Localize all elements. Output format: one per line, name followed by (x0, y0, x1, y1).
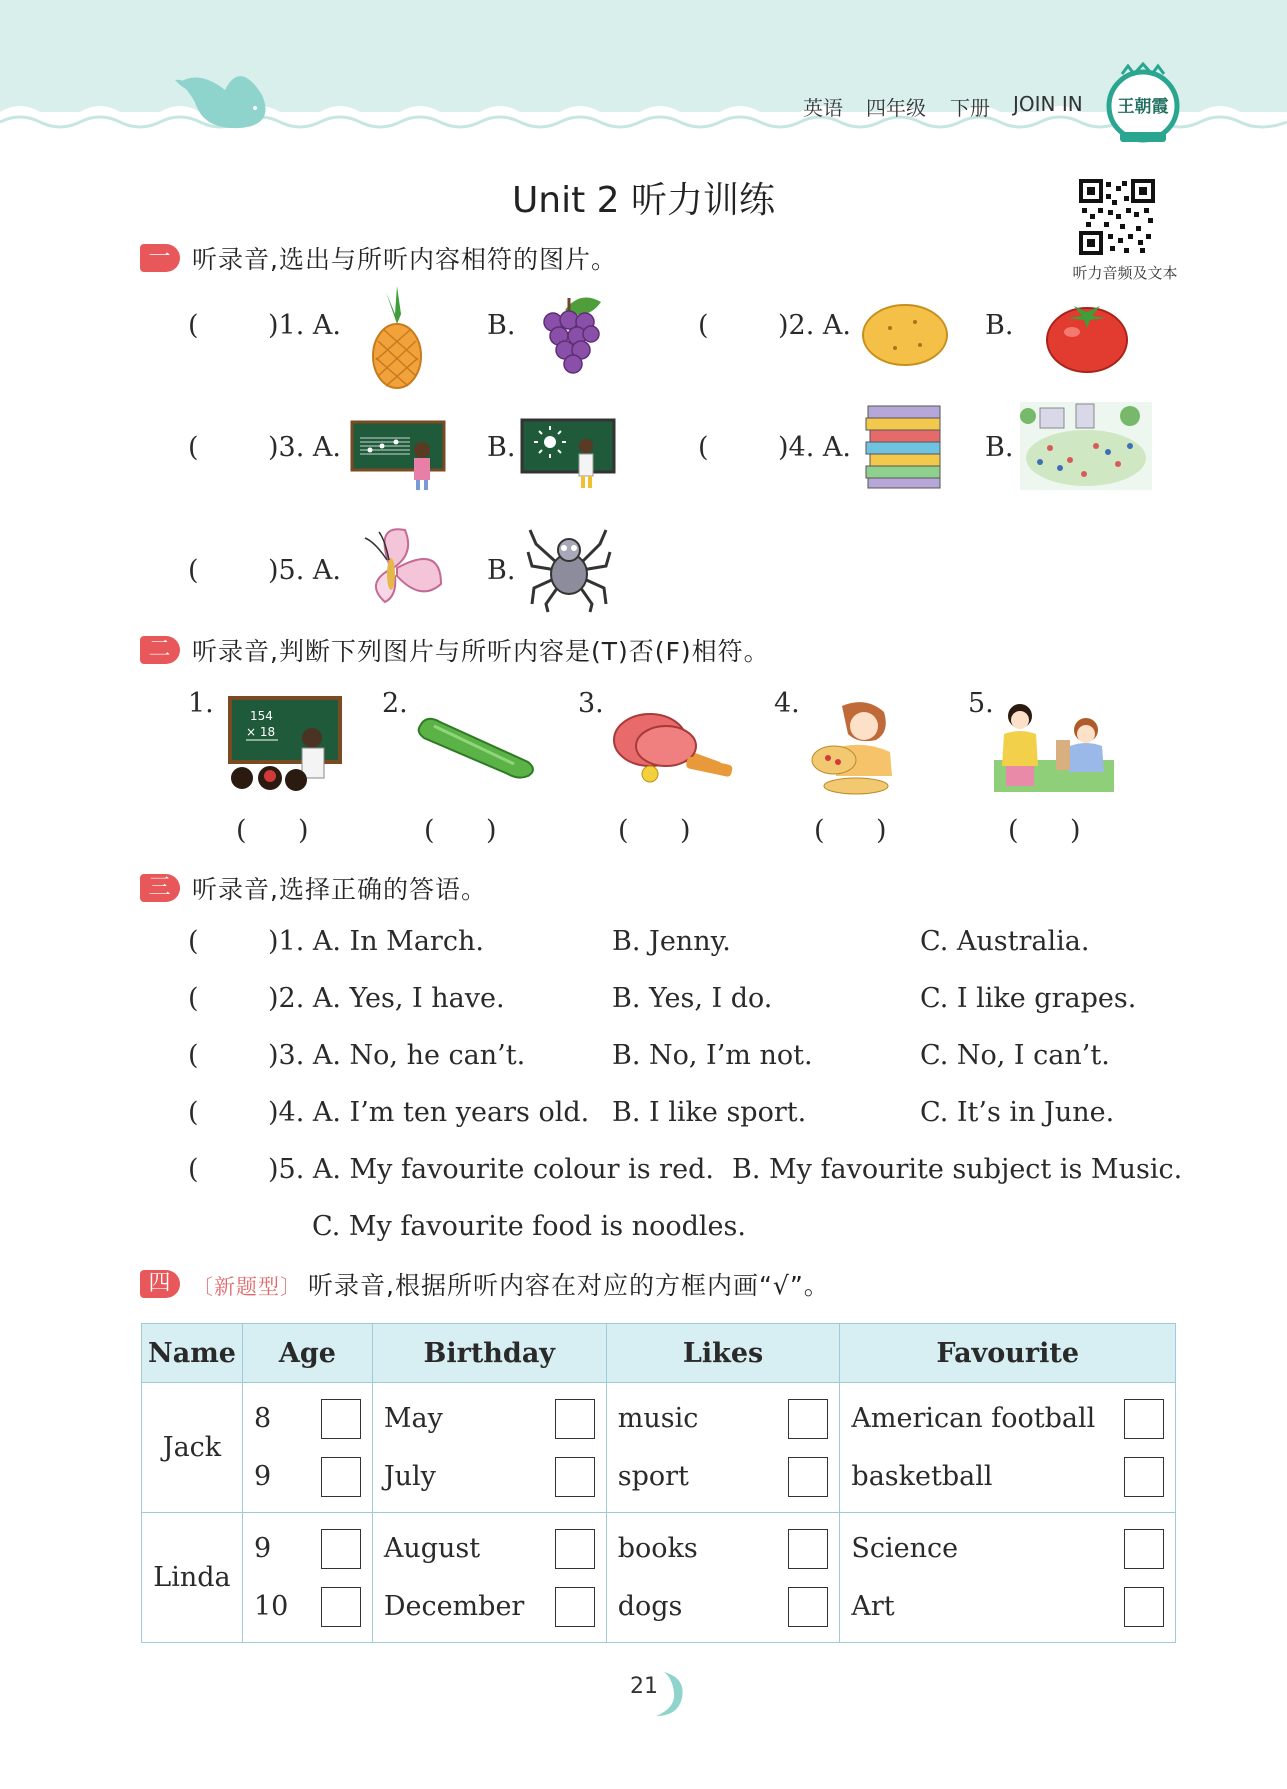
girls-talking-icon (994, 700, 1114, 792)
s3-q4-b: B. I like sport. (612, 1097, 807, 1128)
option-label: 10 (253, 1591, 289, 1622)
check-box[interactable] (555, 1529, 595, 1569)
answer-table (141, 1323, 1176, 1643)
s3-q1-c: C. Australia. (920, 926, 1090, 957)
option-label: dogs (617, 1591, 683, 1622)
section4-instruction: 听录音,根据所听内容在对应的方框内画“√”。 (308, 1271, 830, 1300)
option-label: 9 (253, 1461, 272, 1492)
check-box[interactable] (788, 1587, 828, 1627)
answer-paren[interactable]: ( (188, 432, 199, 463)
check-box[interactable] (321, 1399, 361, 1439)
s1-q2-b: B. (985, 310, 1014, 341)
section3-heading (140, 870, 487, 906)
answer-paren[interactable]: ( ) (618, 815, 691, 846)
brand-name: 王朝霞 (1117, 97, 1169, 117)
option-label: Science (851, 1533, 959, 1564)
music-class-icon (350, 418, 446, 492)
check-box[interactable] (555, 1457, 595, 1497)
s3-q4-c: C. It’s in June. (920, 1097, 1115, 1128)
section2-badge: 二 (140, 636, 180, 664)
s2-item3-number: 3. (578, 688, 604, 719)
check-box[interactable] (321, 1529, 361, 1569)
header-edition: JOIN IN (1013, 92, 1083, 116)
option-label: sport (617, 1461, 689, 1492)
answer-paren[interactable]: ( (188, 983, 199, 1014)
favourite-cell (840, 1383, 1176, 1513)
answer-paren[interactable]: ( ) (424, 815, 497, 846)
option-label: December (383, 1591, 525, 1622)
section3-instruction: 听录音,选择正确的答语。 (192, 875, 487, 904)
answer-paren[interactable]: ( (698, 310, 709, 341)
check-box[interactable] (788, 1399, 828, 1439)
qr-code-icon (1078, 178, 1156, 256)
birthday-cell (372, 1513, 606, 1643)
s3-q5-b: B. My favourite subject is Music. (732, 1154, 1183, 1185)
maths-class-icon (226, 696, 344, 792)
tomato-icon (1044, 298, 1130, 374)
s3-q5-c: C. My favourite food is noodles. (312, 1211, 746, 1242)
section4-heading (140, 1266, 830, 1302)
row-name-jack: Jack (142, 1383, 243, 1513)
s1-q3-b: B. (487, 432, 516, 463)
col-header-age: Age (242, 1324, 372, 1383)
s3-q2-a: )2. A. Yes, I have. (268, 983, 505, 1014)
s2-item1-number: 1. (188, 688, 214, 719)
header-volume: 下册 (950, 96, 990, 120)
likes-cell (606, 1383, 840, 1513)
spider-icon (526, 522, 612, 614)
section1-badge: 一 (140, 244, 180, 272)
option-label: music (617, 1403, 699, 1434)
option-label: books (617, 1533, 698, 1564)
age-cell (242, 1383, 372, 1513)
brand-logo (1104, 62, 1182, 148)
s1-q4-b: B. (985, 432, 1014, 463)
check-box[interactable] (1124, 1587, 1164, 1627)
answer-paren[interactable]: ( (188, 1040, 199, 1071)
qr-caption: 听力音频及文本 (1072, 264, 1178, 282)
s1-q3-number: )3. A. (268, 432, 341, 463)
check-box[interactable] (321, 1587, 361, 1627)
answer-paren[interactable]: ( ) (1008, 815, 1081, 846)
cucumber-icon (414, 710, 538, 780)
science-class-icon (520, 416, 616, 492)
s1-q5-b: B. (487, 555, 516, 586)
grapes-icon (535, 290, 605, 380)
s3-q3-c: C. No, I can’t. (920, 1040, 1110, 1071)
s3-q5-a: )5. A. My favourite colour is red. (268, 1154, 714, 1185)
check-box[interactable] (321, 1457, 361, 1497)
answer-paren[interactable]: ( (698, 432, 709, 463)
section2-heading (140, 632, 770, 668)
s2-item5-number: 5. (968, 688, 994, 719)
s3-q2-c: C. I like grapes. (920, 983, 1137, 1014)
option-label: August (383, 1533, 481, 1564)
header-grade: 四年级 (866, 96, 926, 120)
s3-q2-b: B. Yes, I do. (612, 983, 773, 1014)
check-box[interactable] (1124, 1399, 1164, 1439)
option-label: American football (851, 1403, 1096, 1434)
answer-paren[interactable]: ( (188, 926, 199, 957)
option-label: May (383, 1403, 443, 1434)
col-header-birthday: Birthday (372, 1324, 606, 1383)
s3-q3-a: )3. A. No, he can’t. (268, 1040, 526, 1071)
butterfly-icon (345, 524, 445, 608)
books-icon (862, 402, 946, 490)
section1-heading (140, 240, 617, 276)
girl-eating-pizza-icon (806, 696, 902, 796)
page-number: 21 (630, 1674, 658, 1699)
col-header-likes: Likes (606, 1324, 840, 1383)
header-subject: 英语 (803, 96, 843, 120)
option-label: 8 (253, 1403, 272, 1434)
svg-text:154: 154 (250, 709, 273, 723)
check-box[interactable] (788, 1529, 828, 1569)
option-label: Art (851, 1591, 895, 1622)
s1-q1-number: )1. A. (268, 310, 341, 341)
col-header-favourite: Favourite (840, 1324, 1176, 1383)
s2-item4-number: 4. (774, 688, 800, 719)
svg-text:× 18: × 18 (246, 725, 276, 739)
section3-badge: 三 (140, 874, 180, 902)
col-header-name: Name (142, 1324, 243, 1383)
new-question-tag: 〔新题型〕 (192, 1275, 302, 1299)
answer-paren[interactable]: ( ) (236, 815, 309, 846)
answer-paren[interactable]: ( (188, 1097, 199, 1128)
birthday-cell (372, 1383, 606, 1513)
answer-paren[interactable]: ( (188, 555, 199, 586)
page-title: Unit 2 听力训练 (511, 180, 776, 221)
s1-q2-number: )2. A. (778, 310, 851, 341)
s1-q4-number: )4. A. (778, 432, 851, 463)
answer-paren[interactable]: ( (188, 310, 199, 341)
option-label: 9 (253, 1533, 272, 1564)
section1-instruction: 听录音,选出与所听内容相符的图片。 (192, 245, 617, 274)
s3-q4-a: )4. A. I’m ten years old. (268, 1097, 590, 1128)
option-label: July (383, 1461, 436, 1492)
s3-q3-b: B. No, I’m not. (612, 1040, 813, 1071)
age-cell (242, 1513, 372, 1643)
table-tennis-icon (610, 706, 736, 786)
header-band (0, 0, 1287, 140)
answer-paren[interactable]: ( (188, 1154, 199, 1185)
s3-q1-a: )1. A. In March. (268, 926, 484, 957)
check-box[interactable] (1124, 1529, 1164, 1569)
likes-cell (606, 1513, 840, 1643)
pineapple-icon (368, 286, 426, 390)
check-box[interactable] (788, 1457, 828, 1497)
favourite-cell (840, 1513, 1176, 1643)
row-name-linda: Linda (142, 1513, 243, 1643)
s3-q1-b: B. Jenny. (612, 926, 731, 957)
check-box[interactable] (555, 1399, 595, 1439)
option-label: basketball (851, 1461, 993, 1492)
answer-paren[interactable]: ( ) (814, 815, 887, 846)
check-box[interactable] (555, 1587, 595, 1627)
s1-q1-b: B. (487, 310, 516, 341)
potato-icon (860, 300, 950, 370)
s1-q5-number: )5. A. (268, 555, 341, 586)
section4-badge: 四 (140, 1270, 180, 1298)
s2-item2-number: 2. (382, 688, 408, 719)
check-box[interactable] (1124, 1457, 1164, 1497)
section2-instruction: 听录音,判断下列图片与所听内容是(T)否(F)相符。 (192, 637, 770, 666)
playground-icon (1020, 402, 1152, 490)
